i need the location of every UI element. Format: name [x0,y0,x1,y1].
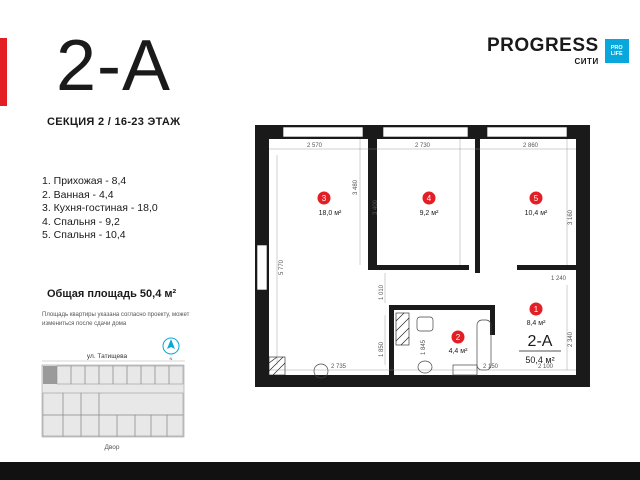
room-item: 1. Прихожая - 8,4 [42,175,127,187]
plan-unit-name: 2-А [527,333,553,350]
room-marker-area: 18,0 м² [318,210,342,217]
room-markers [318,192,549,356]
floor-plan [255,125,590,387]
brand-name: PROGRESS [487,35,599,56]
dim-label: 3 160 [568,209,574,225]
building-mini-plan [40,337,190,457]
brand-badge [605,39,629,63]
page-title: 2-А [56,26,172,106]
dim-label: 2 100 [538,364,554,370]
brand-badge-line2: LIFE [610,51,623,57]
dim-label: 5 770 [279,259,285,275]
compass-icon [163,338,179,361]
dim-label: 2 570 [307,143,323,149]
plan-unit-label [519,333,561,365]
brand-badge-line1: PRO [610,44,623,51]
rooms-list [42,175,158,243]
dim-label: 3 480 [353,179,359,195]
compass-label: N [169,356,173,361]
brand-subtitle: СИТИ [574,57,599,66]
dim-label: 2 860 [523,143,539,149]
room-marker-area: 10,4 м² [524,210,548,217]
room-marker-number: 2 [455,333,461,342]
room-marker-number: 3 [321,194,327,203]
yard-label: Двор [104,444,120,451]
room-item: 3. Кухня-гостиная - 18,0 [42,202,158,214]
room-marker-4 [420,192,439,218]
footer-bar [0,462,640,480]
room-marker-number: 4 [426,194,432,203]
room-marker-area: 4,4 м² [448,348,468,355]
room-item: 2. Ванная - 4,4 [42,188,114,201]
dim-label: 2 730 [415,143,431,149]
room-marker-area: 8,4 м² [526,320,546,327]
section-floor-label: СЕКЦИЯ 2 / 16-23 ЭТАЖ [47,116,181,128]
room-item: 5. Спальня - 10,4 [42,229,126,241]
plan-unit-area: 50,4 м² [525,355,555,365]
dim-label: 1 845 [421,339,427,355]
accent-bar [0,38,7,106]
dim-label: 2 340 [568,331,574,347]
dim-label: 3 400 [373,199,379,215]
dim-label: 1 850 [379,341,385,357]
total-area: Общая площадь 50,4 м² [47,288,177,300]
room-marker-2 [449,331,468,356]
room-item: 4. Спальня - 9,2 [42,215,120,228]
brand-logo [487,36,629,66]
room-marker-3 [318,192,343,218]
dim-label: 1 240 [551,276,567,282]
room-marker-number: 5 [533,194,539,203]
dim-label: 1 010 [379,284,385,300]
room-marker-number: 1 [533,305,539,314]
area-note: Площадь квартиры указана согласно проекту, может измениться после сдачи дома [42,312,190,327]
room-marker-area: 9,2 м² [419,210,439,217]
dim-label: 2 150 [483,364,499,370]
dim-label: 2 735 [331,364,347,370]
room-marker-1 [527,303,546,328]
room-marker-5 [525,192,548,218]
mini-plan-highlight [43,366,57,384]
street-label: ул. Татищева [86,353,128,360]
